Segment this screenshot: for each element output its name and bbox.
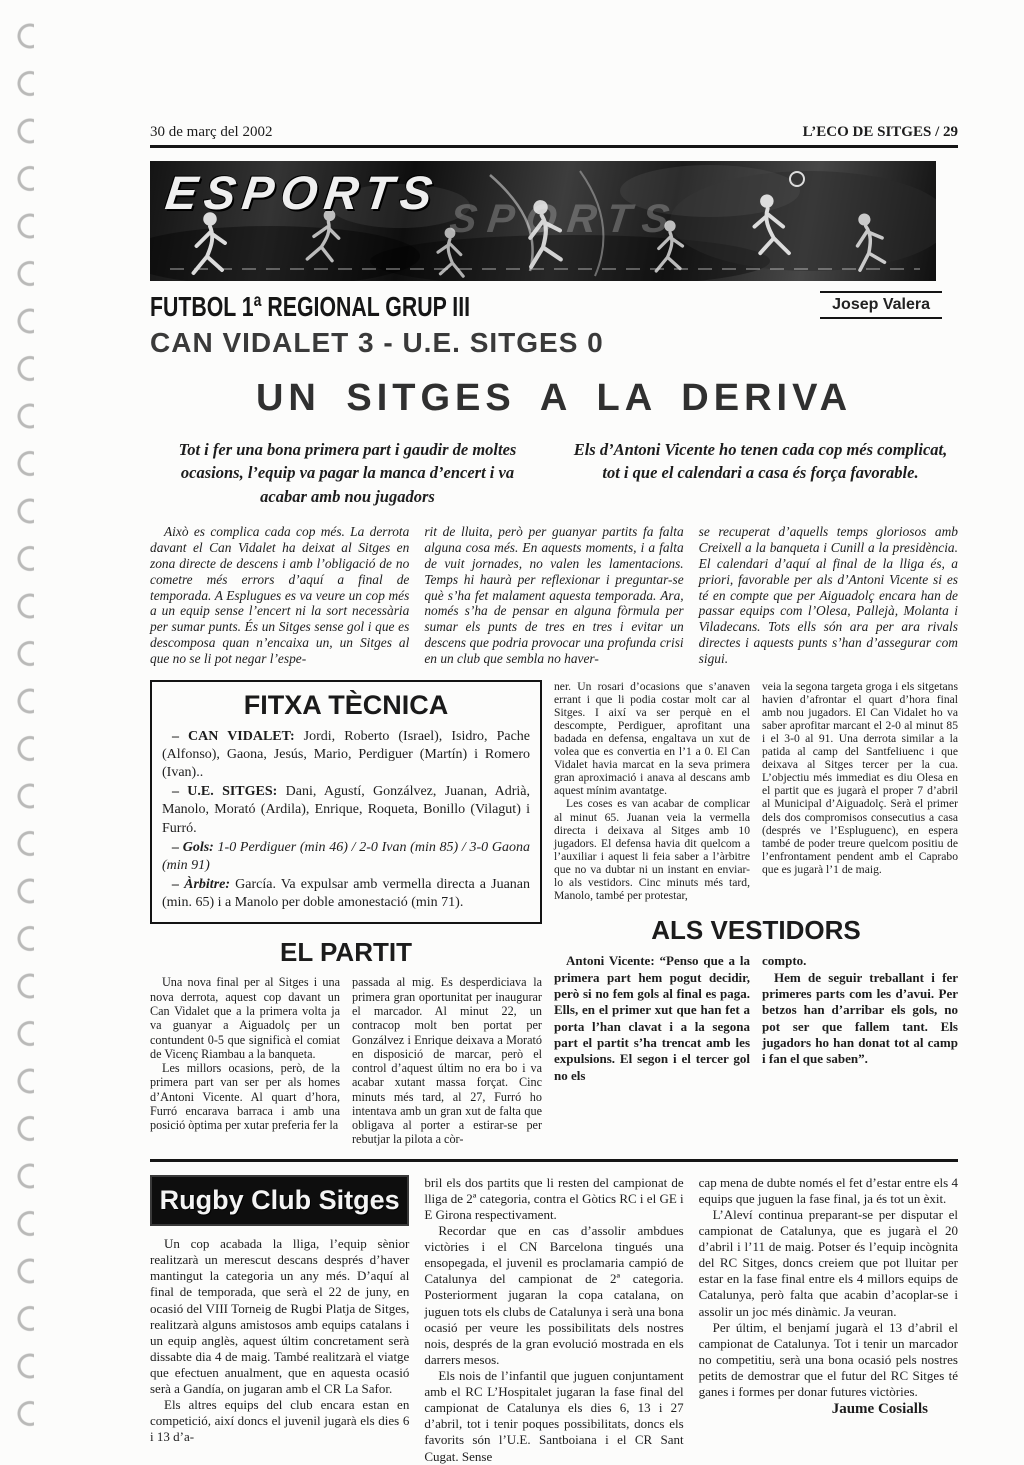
fact-line-referee: – Àrbitre: García. Va expulsar amb vermella directa a Juanan (min. 65) i a Manolo per doble amonestació (min 71).: [162, 877, 531, 911]
partit-column-2: passada al mig. Es desperdiciava la primera gran oportunitat per inaugurar el marcador. Al minut 22, un contracop molt ben portat per Gonzálvez i Enrique deixava a Morató en disposició de marcar, però el control d’aquest últim no era bo i va acabar xutant massa forçat. Cinc minuts més tard, al 27, Furró ho intentava amb un gran xut de falta que obligava al porter a estirar-se per rebutjar la pilota a còr-: [352, 975, 542, 1147]
main-headline: UN SITGES A LA DERIVA: [255, 377, 853, 419]
main-article-row: [150, 680, 958, 1147]
fact-line-away-team: – U.E. SITGES: Dani, Agustí, Gonzálvez, Juanan, Adrià, Manolo, Morató (Ardila), Enrique, Roqueta, Bonillo (Vilagut) i Furró.: [162, 784, 530, 836]
banner-ghost-title: SPORTS: [447, 197, 683, 241]
kicker-row: [150, 291, 958, 323]
intro-column-1: Això es complica cada cop més. La derrota davant el Can Vidalet ha deixat al Sitges en zona directe de descens i amb l’obligació de no cometre més errors d’aquí a final de temporada. A Esplugues es va veure un cop més a un equip sense l’encert ni la sort necessària per sumar punts. És un Sitges sense gol i que es descomposa quan n’encaixa un, un Sitges al que no se li pot negar l’espe-: [150, 524, 410, 666]
masthead-page-number: L’ECO DE SITGES / 29: [802, 124, 958, 140]
rugby-column-1: Rugby Club Sitges Un cop acabada la lliga, l’equip sènior realitzarà un merescut descans després d’haver mantingut la categoria un any més. D’aquí al final de temporada, que serà el 22 de juny, en ocasió del VIII Torneig de Rugbi Platja de Sitges, realitzarà alguns amistosos amb equips catalans i un equip anglès, aquest últim concretament serà dissabte dia 4 de maig. També realitzarà el viatge que efectuen anualment, que en aquesta ocasió serà a Gandía, on jugaran amb el CR La Safor. Els altres equips del club encara estan en competició, així doncs el juvenil jugarà els dies 6 i 13 d’a-: [150, 1175, 409, 1465]
intro-column-2: rit de lluita, però per guanyar partits fa falta alguna cosa més. En aquests moments, i a falta de vuit jornades, no valen les lamentacions. Temps hi haurà per reflexionar i preguntar-se què s’ha fet malament aquesta temporada. Ara, només s’ha de pensar en alguna fòrmula per sumar els punts de tres en tres i evitar un descens que podria provocar una profunda crisi en un club que sembla no haver-: [424, 524, 684, 666]
report-columns: [554, 680, 958, 903]
spiral-binding-marks: [6, 10, 56, 1445]
rugby-title-box: Rugby Club Sitges: [150, 1175, 409, 1226]
fact-box-title: FITXA TÈCNICA: [243, 689, 449, 720]
section-heading-partit: EL PARTIT: [280, 937, 412, 968]
competition-heading: FUTBOL 1ª REGIONAL GRUP III: [150, 291, 471, 322]
left-block: [150, 680, 542, 1147]
intro-column-3: se recuperat d’aquells temps gloriosos amb Creixell a la banqueta i Cunill a la presidència. El calendari d’aquí al final de la lliga és, a priori, favorable per als d’Antoni Vicente si es té en compte que per Aiguadolç encara han de passar equips com l’Olesa, Pallejà, Molanta i Viladecans. Tots ells són ara per ara rivals directes i aquests punts s’han d’assegurar com sigui.: [698, 524, 958, 666]
banner-title: ESPORTS: [162, 166, 443, 219]
rugby-column-2: bril els dos partits que li resten del campionat de lliga de 2ª categoria, contra el Gòtics RC i el GE i E Girona respectivament. Recordar que en cas d’assolir ambdues victòries i el CN Barcelona tingués una ensopegada, el juvenil es proclamaria campió de Catalunya del campionat de 2ª categoria. Posteriorment jugaran la copa catalana, on juguen tots els clubs de Catalunya i serà una bona ocasió per veure les possibilitats dels nostres nois, després de la gran evolució mostrada en els darrers mesos. Els nois de l’infantil que juguen conjuntament amb el RC L’Hospitalet jugaran la fase final del campionat de Catalunya els dies 6, 13 i 27 d’abril, tot i tenir poques possibilitats, doncs els favorits són l’U.E. Santboiana i el CR Sant Cugat. Sense: [424, 1174, 684, 1464]
standfirst-right: Els d’Antoni Vicente ho tenen cada cop més complicat, tot i que el calendari a casa és força favorable.: [573, 440, 948, 483]
section-divider: [150, 1159, 958, 1162]
rugby-column-3: cap mena de dubte només el fet d’estar entre els 4 equips que juguen la fase final, ja és tot un èxit. L’Aleví continua preparant-se per disputar el campionat de Catalunya, que es jugarà el 20 d’abril i l’11 de maig. Potser és l’equip incògnita del RC Sitges, doncs creiem que pot lluitar per estar en la fase final entre els 4 millors equips de Catalunya, però falta que acabin d’acoplar-se i assolir un joc més dinàmic. Ja veuran. Per últim, el benjamí jugarà el 13 d’abril el campionat de Catalunya. Tot i tenir un marcador no competitiu, serà una bona ocasió pels nostres petits de demostrar que el futur del RC Sitges té ganes i formes per donar futures victòries. Jaume Cosialls: [698, 1174, 958, 1418]
right-block: [554, 680, 958, 1147]
rugby-byline: Jaume Cosialls: [831, 1401, 928, 1418]
vestidors-columns: [554, 953, 958, 1084]
report-column-middle: ner. Un rosari d’ocasions que s’anaven errant i que li podia costar molt car al Sitges. I així va ser perquè en el descompte, Perdiguer, aprofitant una badada en defensa, engaltava un xut de volea que es convertia en l’1 a 0. El Can Vidalet havia marcat en la seva primera gran aproximació i anava al descans amb aquest mínim avantatge. Les coses es van acabar de complicar al minut 65. Juanan veia la vermella directa i deixava al Sitges amb 10 jugadors. El defensa havia dit quelcom a l’auxiliar i aquest li feia saber a l’àrbitre que no va dubtar ni un instant en enviar-lo als vestidors. Cinc minuts més tard, Manolo, també per protestar,: [554, 679, 750, 903]
section-heading-vestidors: ALS VESTIDORS: [651, 915, 861, 946]
fact-line-goals: – Gols: 1-0 Perdiguer (min 46) / 2-0 Ivan (min 85) / 3-0 Gaona (min 91): [162, 839, 530, 873]
rugby-section: [150, 1175, 958, 1465]
score-line: CAN VIDALET 3 - U.E. SITGES 0: [150, 327, 604, 358]
vestidors-column-1: Antoni Vicente: “Penso que a la primera part hem pogut decidir, però si no fem gols al final es paga. Ells, en el primer xut que han fet a porta l’han clavat i a la segona part el partit s’ha trencat amb les expulsions. El segon i el tercer gol no els: [554, 953, 750, 1083]
standfirst: [150, 438, 958, 508]
newspaper-page: [150, 124, 958, 1465]
vestidors-column-2: compto. Hem de seguir treballant i fer primeres parts com les d’avui. Per betzos han d’arribar els gols, no pot ser que fallem tant. Els jugadors ho han donat tot al camp i fan el que saben”.: [762, 953, 958, 1067]
standfirst-left: Tot i fer una bona primera part i gaudir de moltes ocasions, l’equip va pagar la manca d’encert i va acabar amb nou jugadors: [178, 440, 517, 506]
esports-banner: [150, 161, 936, 281]
report-column-right: veia la segona targeta groga i els sitgetans havien d’afrontar el quart d’hora final amb nou jugadors. El Can Vidalet ho va saber aprofitar marcant el 2-0 al minut 85 i el 3-0 al 91. Una derrota similar a la patida al camp del Santfeliuenc i que deixava al Sitges tercer per la cua. L’objectiu més immediat es diu Olesa en el partit que es jugarà el proper 7 d’abril al Municipal d’Aiguadolç. Serà el primer dels dos compromisos consecutius a casa (després ve l’Espluguenc), en espera també de poder treure quelcom positiu de l’enfrontament pendent amb el Caprabo que es jugarà l’1 de maig.: [762, 679, 958, 876]
header-date: 30 de març del 2002: [150, 124, 273, 140]
intro-columns: [150, 524, 958, 666]
partit-columns: [150, 975, 542, 1146]
author-byline: Josep Valera: [820, 291, 942, 319]
match-fact-box: [150, 680, 542, 925]
fact-line-home-team: – CAN VIDALET: Jordi, Roberto (Israel), Isidro, Pache (Alfonso), Gaona, Jesús, Mario, Perdiguer (Martín) i Romero (Ivan)..: [162, 728, 531, 780]
partit-column-1: Una nova final per al Sitges i una nova derrota, aquest cop davant un Can Vidalet que a la primera volta ja va guanyar a Aiguadolç per un contundent 0-5 que significà el comiat de Vicenç Riambau a la banqueta. Les millors ocasions, però, de la primera part van ser per als homes d’Antoni Vicente. Al quart d’hora, Furró encarava barraca i amb una posició òptima per xutar preferia fer la: [150, 975, 340, 1133]
page-header: [150, 124, 958, 148]
